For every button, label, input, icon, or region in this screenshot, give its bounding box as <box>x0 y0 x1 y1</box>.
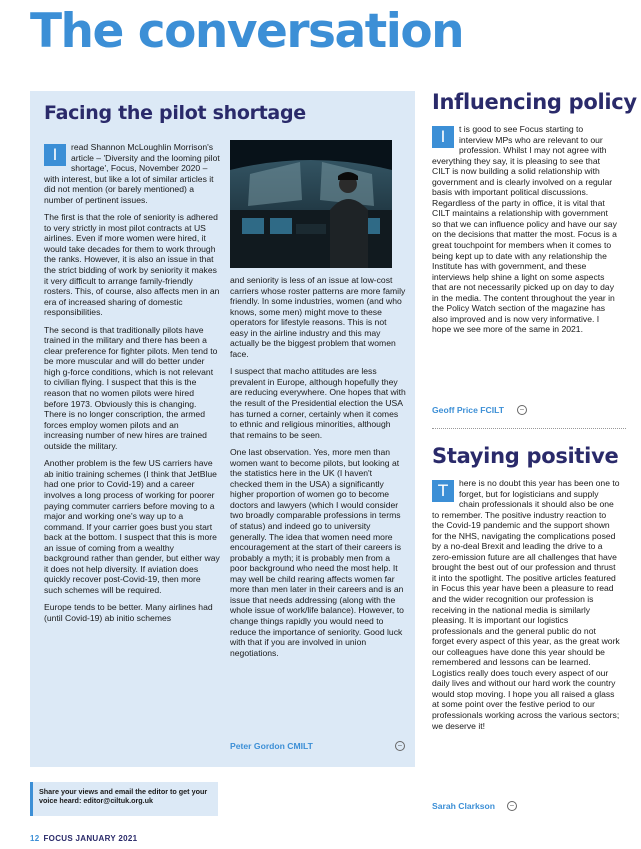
pilot-article-col2 <box>230 275 406 665</box>
paragraph: Europe tends to be better. Many airlines had (until Covid-19) ab initio schemes <box>44 602 213 623</box>
policy-article-heading: Influencing policy <box>432 90 637 114</box>
policy-article-signature: Geoff Price FCILT <box>432 405 504 415</box>
page-footer <box>30 834 137 843</box>
pilot-article-heading: Facing the pilot shortage <box>44 102 306 124</box>
end-mark-icon: – <box>395 741 405 751</box>
paragraph: I t is good to see Focus starting to interview MPs who are relevant to our profession. Whilst I may not agree with everything they say, it is pleasing to see that CILT is now building a solid relationship with government and is clearly involved on a regular basis with important political discussions. Regardless of the party in office, it is vital that CILT maintains a relationship with government so that we can influence policy and have our say on the decisions that matter the most. Focus is a great touchpoint for members when it comes to being kept up to date with any relationship the Institute has with government, and these interviews help shine a light on some aspects that are not necessarily picked up on day to day in the media. The content throughout the year in the Policy Watch section of the magazine has also improved and is now very informative. I hope we see more of the same in 2021. <box>432 124 617 335</box>
page-title: The conversation <box>30 4 464 59</box>
paragraph: I suspect that macho attitudes are less prevalent in Europe, although hopefully they are reducing everywhere. One hopes that with the result of the Presidential election the USA has turned a corner, certainly when it comes to ethnic and religious minorities, although that remains to be seen. <box>230 366 406 440</box>
drop-cap: T <box>432 480 454 502</box>
paragraph: One last observation. Yes, more men than women want to become pilots, but looking at the statistics here in the UK (I haven't checked them in the USA) a significantly higher proportion of women go to become doctors and lawyers (which I would consider two broadly comparable professions in terms of status) and indeed go to university generally. The idea that women need more encouragement at the start of their careers is probably a myth; it is probably men from a poor background who need the most help. It may well be child rearing affects women far more than men later in their careers and is an issue that needs addressing (along with the whole issue of work/life balance). However, to change things rapidly you would need to reduce the importance of seniority. Good luck with that if you are involved in union negotiations. <box>230 447 404 658</box>
paragraph: and seniority is less of an issue at low-cost carriers whose roster patterns are more family friendly. In some industries, women (and who knows, some men) might move to these operators for lifestyle reasons. This is not easy in the airline industry and this may actually be the biggest problem that women face. <box>230 275 406 359</box>
end-mark-icon: – <box>507 801 517 811</box>
positive-article-signature: Sarah Clarkson <box>432 801 496 811</box>
positive-article-body <box>432 478 620 738</box>
divider <box>432 428 626 430</box>
policy-article-body <box>432 124 618 342</box>
pilot-article-col1 <box>44 142 220 631</box>
paragraph: T here is no doubt this year has been one to forget, but for logisticians and supply chain professionals it should also be one to remember. The positive industry reaction to the Covid-19 pandemic and the support shown for the NHS, navigating the complications posed by a no-deal Brexit and leading the drive to a zero-emission future are all challenges that have brought the best out of our profession and thrust it into the spotlight. The positive articles featured in Focus this year have been a pleasure to read and the wider recognition our profession is receiving in the national media is similarly pleasing. It is important our logistics professionals and the general public do not forget every aspect of this year, as the great work our colleagues have done this year should be remembered and lessons can be learned. Logistics really does touch every aspect of our daily lives and without our hard work the country would stop moving. I hope you all raised a glass at some point over the festive period to our professionals working across the various sectors; we deserve it! <box>432 478 620 731</box>
drop-cap: I <box>44 144 66 166</box>
paragraph: I read Shannon McLoughlin Morrison's article – 'Diversity and the looming pilot shortage', Focus, November 2020 – with interest, but like a lot of similar articles it did not mention (or barely mentioned) a number of pertinent issues. <box>44 142 220 205</box>
paragraph: The second is that traditionally pilots have trained in the military and there has been a clear preference for fighter pilots. Men tend to be more muscular and will do better under high g-force conditions, which is not relevant to civilian flying. I suspect that this is the reason that no women pilots were hired before 1973. Obviously this is changing. There is no longer conscription, the armed forces employ women pilots and an increasing number of new hires are trained outside the military. <box>44 324 218 451</box>
paragraph: Another problem is the few US carriers have ab initio training schemes (I think that JetBlue had one prior to Covid-19) and a career involves a long process of working for poorer paying commuter carriers before moving to a major and working one's way up to a command. If your carrier goes bust you start back at the bottom. I suspect that this is more an issue of coming from a wealthy background rather than gender, but either way it does not help diversity. If aviation does quickly recover post-Covid-19, then more such schemes will be required. <box>44 458 220 595</box>
cockpit-illustration <box>230 140 392 268</box>
footer-label: FOCUS JANUARY 2021 <box>43 834 138 843</box>
callout-text: Share your views and email the editor to get your voice heard: editor@ciltuk.org.uk <box>39 787 208 805</box>
drop-cap: I <box>432 126 454 148</box>
positive-article-heading: Staying positive <box>432 444 619 468</box>
email-editor-callout <box>30 782 218 816</box>
cockpit-photo <box>230 140 392 268</box>
end-mark-icon: – <box>517 405 527 415</box>
paragraph: The first is that the role of seniority is adhered to very strictly in most pilot contracts at US airlines. Even if more women were hired, it would take decades for them to work through the ranks. However, it is also an issue in that the strict bidding of work by seniority it makes it very difficult to arrange family-friendly rosters. This, of course, also affects men in an era of increased sharing of domestic responsibilities. <box>44 212 220 318</box>
page-number: 12 <box>30 834 40 843</box>
pilot-article-signature: Peter Gordon CMILT <box>230 741 313 751</box>
